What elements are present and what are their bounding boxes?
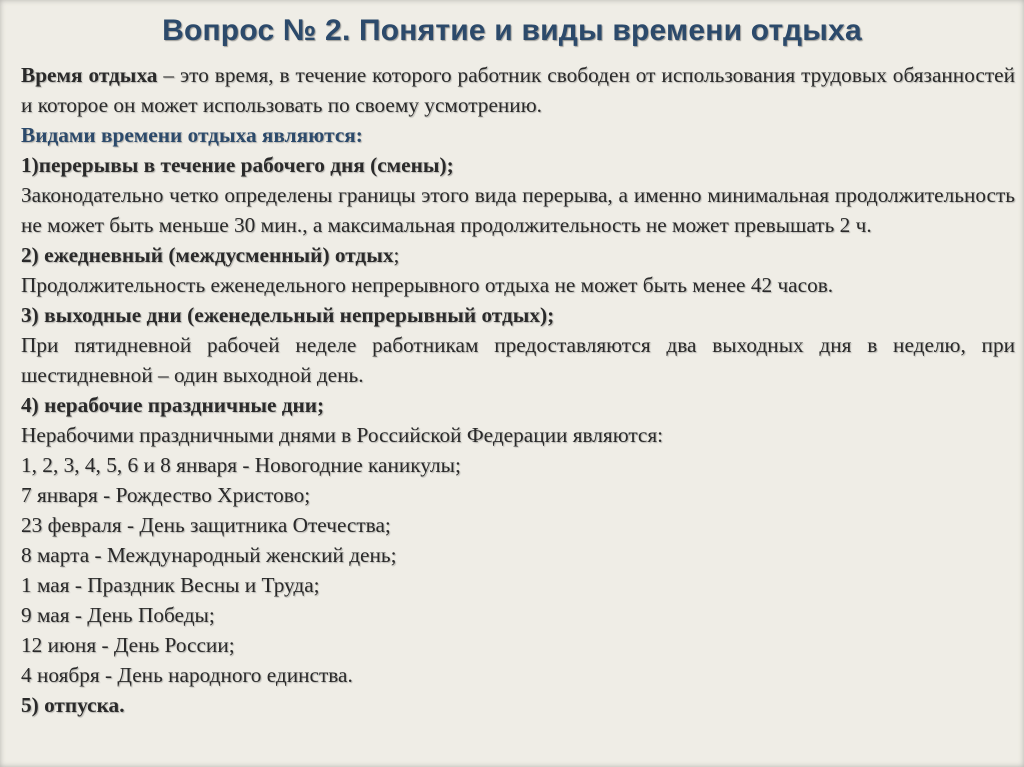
- holiday-item: 1, 2, 3, 4, 5, 6 и 8 января - Новогодние каникулы;: [21, 453, 461, 477]
- item3-heading: 3) выходные дни (еженедельный непрерывный отдых);: [21, 303, 555, 327]
- holiday-item: 4 ноября - День народного единства.: [21, 663, 353, 687]
- types-heading: Видами времени отдыха являются:: [21, 123, 363, 147]
- item4-heading: 4) нерабочие праздничные дни;: [21, 393, 325, 417]
- holiday-item: 1 мая - Праздник Весны и Труда;: [21, 573, 320, 597]
- holiday-item: 7 января - Рождество Христово;: [21, 483, 311, 507]
- item1-heading: 1)перерывы в течение рабочего дня (смены);: [21, 153, 454, 177]
- holiday-item: 8 марта - Международный женский день;: [21, 543, 397, 567]
- item2-text: Продолжительность еженедельного непрерывного отдыха не может быть менее 42 часов.: [21, 273, 834, 297]
- item1-text: Законодательно четко определены границы этого вида перерыва, а именно минимальная продолжительность не может быть меньше 30 мин., а максимальная продолжительность не может превышать 2 ч.: [21, 183, 1015, 237]
- definition-term: Время отдыха: [21, 63, 158, 87]
- slide-title: Вопрос № 2. Понятие и виды времени отдыха: [162, 14, 862, 47]
- item2-heading-line: [21, 240, 1015, 270]
- item2-heading-tail: ;: [393, 243, 400, 267]
- item3-text: При пятидневной рабочей неделе работникам предоставляются два выходных дня в неделю, при шестидневной – один выходной день.: [21, 333, 1015, 387]
- holiday-item: 12 июня - День России;: [21, 633, 235, 657]
- item2-heading: 2) ежедневный (междусменный) отдых: [21, 243, 394, 267]
- definition-paragraph: [21, 60, 1015, 120]
- item4-intro: Нерабочими праздничными днями в Российской Федерации являются:: [21, 423, 664, 447]
- slide-content: [21, 60, 1015, 720]
- holiday-item: 23 февраля - День защитника Отечества;: [21, 513, 391, 537]
- item5-heading: 5) отпуска.: [21, 693, 125, 717]
- definition-text: – это время, в течение которого работник свободен от использования трудовых обязанностей и которое он может использовать по своему усмотрению.: [21, 63, 1015, 117]
- holiday-item: 9 мая - День Победы;: [21, 603, 215, 627]
